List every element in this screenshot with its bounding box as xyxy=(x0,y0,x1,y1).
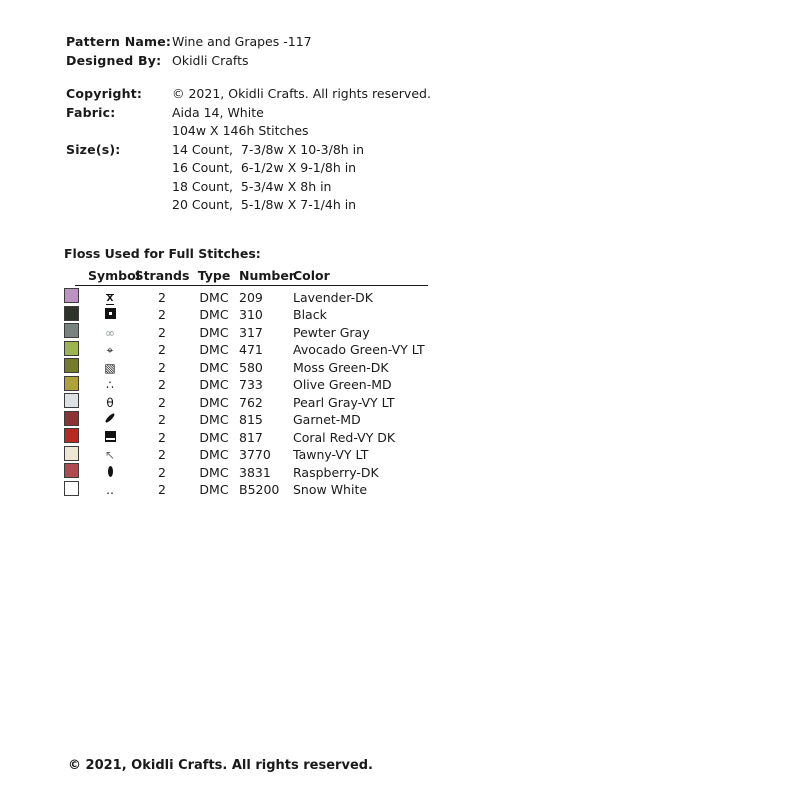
symbol-cell xyxy=(88,465,132,480)
type-value: DMC xyxy=(199,359,229,375)
color-name-value: Moss Green-DK xyxy=(293,359,389,375)
strands-value: 2 xyxy=(158,359,166,375)
footer-copyright: © 2021, Okidli Crafts. All rights reserved. xyxy=(68,758,373,773)
floss-color-swatch xyxy=(64,481,79,496)
info-value: 104w X 146h Stitches xyxy=(172,123,309,138)
color-name-value: Coral Red-VY DK xyxy=(293,429,396,445)
floss-color-swatch xyxy=(64,358,79,373)
floss-table-body xyxy=(64,288,444,498)
info-label: Copyright: xyxy=(66,86,143,101)
color-name-value: Raspberry-DK xyxy=(293,464,379,480)
tilted-ellipse-symbol xyxy=(104,412,115,423)
floss-color-swatch xyxy=(64,428,79,443)
swatch-cell xyxy=(64,376,88,394)
swatch-cell xyxy=(64,481,88,499)
strands-value: 2 xyxy=(158,429,166,445)
floss-color-swatch xyxy=(64,323,79,338)
number-value: 815 xyxy=(239,412,263,427)
floss-table-row xyxy=(64,288,444,306)
type-value: DMC xyxy=(199,307,229,322)
header-number: Number xyxy=(239,267,295,283)
type-value: DMC xyxy=(199,342,229,357)
type-value: DMC xyxy=(199,447,229,462)
symbol-cell xyxy=(88,395,132,410)
infinity-symbol: ∞ xyxy=(105,325,115,340)
number-value: 209 xyxy=(239,289,263,305)
symbol-cell xyxy=(88,360,132,375)
symbol-cell xyxy=(88,289,132,305)
swatch-cell xyxy=(64,393,88,411)
floss-table-row xyxy=(64,358,444,376)
number-value: 3831 xyxy=(239,464,271,480)
number-value: 733 xyxy=(239,377,263,392)
number-value: 3770 xyxy=(239,447,271,462)
color-name-value: Lavender-DK xyxy=(293,289,373,305)
info-value: 16 Count, 6-1/2w X 9-1/8h in xyxy=(172,160,357,175)
three-dots-symbol: ∴ xyxy=(106,378,114,392)
info-label xyxy=(66,196,172,215)
black-square-white-dot-symbol xyxy=(105,308,116,319)
color-name-value: Olive Green-MD xyxy=(293,377,392,392)
swatch-cell xyxy=(64,288,88,306)
info-label: Size(s): xyxy=(66,141,121,157)
info-label xyxy=(66,178,172,197)
strands-value: 2 xyxy=(158,342,166,357)
number-value: B5200 xyxy=(239,482,280,497)
floss-table-row xyxy=(64,323,444,341)
info-value: 14 Count, 7-3/8w X 10-3/8h in xyxy=(172,141,365,157)
hourglass-x-symbol: X xyxy=(106,294,114,304)
info-value: © 2021, Okidli Crafts. All rights reserved. xyxy=(172,86,431,101)
info-value: Okidli Crafts xyxy=(172,52,249,68)
header-strands: Strands xyxy=(134,267,190,283)
number-value: 471 xyxy=(239,342,263,357)
type-value: DMC xyxy=(199,324,229,340)
floss-color-swatch xyxy=(64,446,79,461)
color-name-value: Tawny-VY LT xyxy=(293,447,369,462)
swatch-cell xyxy=(64,463,88,481)
floss-table-row xyxy=(64,428,444,446)
floss-color-swatch xyxy=(64,341,79,356)
floss-color-swatch xyxy=(64,411,79,426)
floss-table-row xyxy=(64,376,444,394)
floss-table-row xyxy=(64,341,444,359)
info-value: 20 Count, 5-1/8w X 7-1/4h in xyxy=(172,197,357,212)
info-value: 18 Count, 5-3/4w X 8h in xyxy=(172,178,332,194)
number-value: 817 xyxy=(239,429,263,445)
number-value: 317 xyxy=(239,324,263,340)
theta-symbol: θ xyxy=(106,395,114,410)
strands-value: 2 xyxy=(158,289,166,305)
floss-table-row xyxy=(64,306,444,324)
number-value: 580 xyxy=(239,359,263,375)
info-row xyxy=(66,196,431,215)
header-underline xyxy=(75,285,428,286)
floss-color-swatch xyxy=(64,288,79,303)
symbol-cell xyxy=(88,482,132,497)
info-value: Wine and Grapes -117 xyxy=(172,34,312,49)
color-name-value: Pewter Gray xyxy=(293,324,370,340)
info-label: Designed By: xyxy=(66,52,162,68)
floss-color-swatch xyxy=(64,306,79,321)
info-row xyxy=(66,85,431,104)
header-symbol: Symbol xyxy=(88,267,140,283)
number-value: 762 xyxy=(239,394,263,410)
type-value: DMC xyxy=(199,429,229,445)
swatch-cell xyxy=(64,446,88,464)
arrow-up-left-symbol: ↖ xyxy=(104,448,116,462)
type-value: DMC xyxy=(199,394,229,410)
symbol-cell xyxy=(88,412,132,427)
info-row xyxy=(66,52,431,71)
strands-value: 2 xyxy=(158,447,166,462)
type-value: DMC xyxy=(199,482,229,497)
hatched-square-symbol: ▧ xyxy=(104,360,116,375)
swatch-cell xyxy=(64,358,88,376)
info-row xyxy=(66,104,431,123)
symbol-cell xyxy=(88,430,132,445)
color-name-value: Snow White xyxy=(293,482,368,497)
info-label xyxy=(66,122,172,141)
strands-value: 2 xyxy=(158,377,166,392)
info-label: Fabric: xyxy=(66,104,116,120)
two-dots-symbol: ‥ xyxy=(105,483,114,497)
symbol-cell xyxy=(88,325,132,340)
color-name-value: Black xyxy=(293,307,327,322)
header-color: Color xyxy=(293,267,330,283)
floss-color-swatch xyxy=(64,463,79,478)
type-value: DMC xyxy=(199,377,229,392)
floss-section-title: Floss Used for Full Stitches: xyxy=(64,246,261,261)
floss-section xyxy=(64,246,444,498)
type-value: DMC xyxy=(199,464,229,480)
symbol-cell xyxy=(88,307,132,322)
vertical-ellipse-symbol xyxy=(108,466,113,477)
info-label: Pattern Name: xyxy=(66,34,172,49)
header-type: Type xyxy=(197,267,231,283)
info-row xyxy=(66,33,431,52)
strands-value: 2 xyxy=(158,464,166,480)
symbol-cell xyxy=(88,377,132,392)
floss-table-row xyxy=(64,446,444,464)
symbol-cell xyxy=(88,342,132,357)
info-spacer xyxy=(66,70,431,85)
floss-table-row xyxy=(64,393,444,411)
floss-table-row xyxy=(64,463,444,481)
floss-table-row xyxy=(64,481,444,499)
crosshair-symbol: ⌖ xyxy=(106,343,114,357)
strands-value: 2 xyxy=(158,307,166,322)
info-row xyxy=(66,178,431,197)
type-value: DMC xyxy=(199,412,229,427)
symbol-cell xyxy=(88,447,132,462)
floss-table-header xyxy=(64,266,444,284)
pattern-info-block xyxy=(66,33,431,215)
swatch-cell xyxy=(64,323,88,341)
swatch-cell xyxy=(64,428,88,446)
floss-color-swatch xyxy=(64,376,79,391)
strands-value: 2 xyxy=(158,394,166,410)
swatch-cell xyxy=(64,341,88,359)
color-name-value: Avocado Green-VY LT xyxy=(293,342,425,357)
floss-color-swatch xyxy=(64,393,79,408)
swatch-cell xyxy=(64,411,88,429)
color-name-value: Garnet-MD xyxy=(293,412,361,427)
info-value: Aida 14, White xyxy=(172,104,264,120)
strands-value: 2 xyxy=(158,482,166,497)
info-label xyxy=(66,159,172,178)
strands-value: 2 xyxy=(158,412,166,427)
floss-table-row xyxy=(64,411,444,429)
black-square-white-bar-symbol xyxy=(105,431,116,442)
info-row xyxy=(66,159,431,178)
info-row xyxy=(66,122,431,141)
strands-value: 2 xyxy=(158,324,166,340)
swatch-cell xyxy=(64,306,88,324)
info-row xyxy=(66,141,431,160)
number-value: 310 xyxy=(239,307,263,322)
type-value: DMC xyxy=(199,289,229,305)
color-name-value: Pearl Gray-VY LT xyxy=(293,394,395,410)
